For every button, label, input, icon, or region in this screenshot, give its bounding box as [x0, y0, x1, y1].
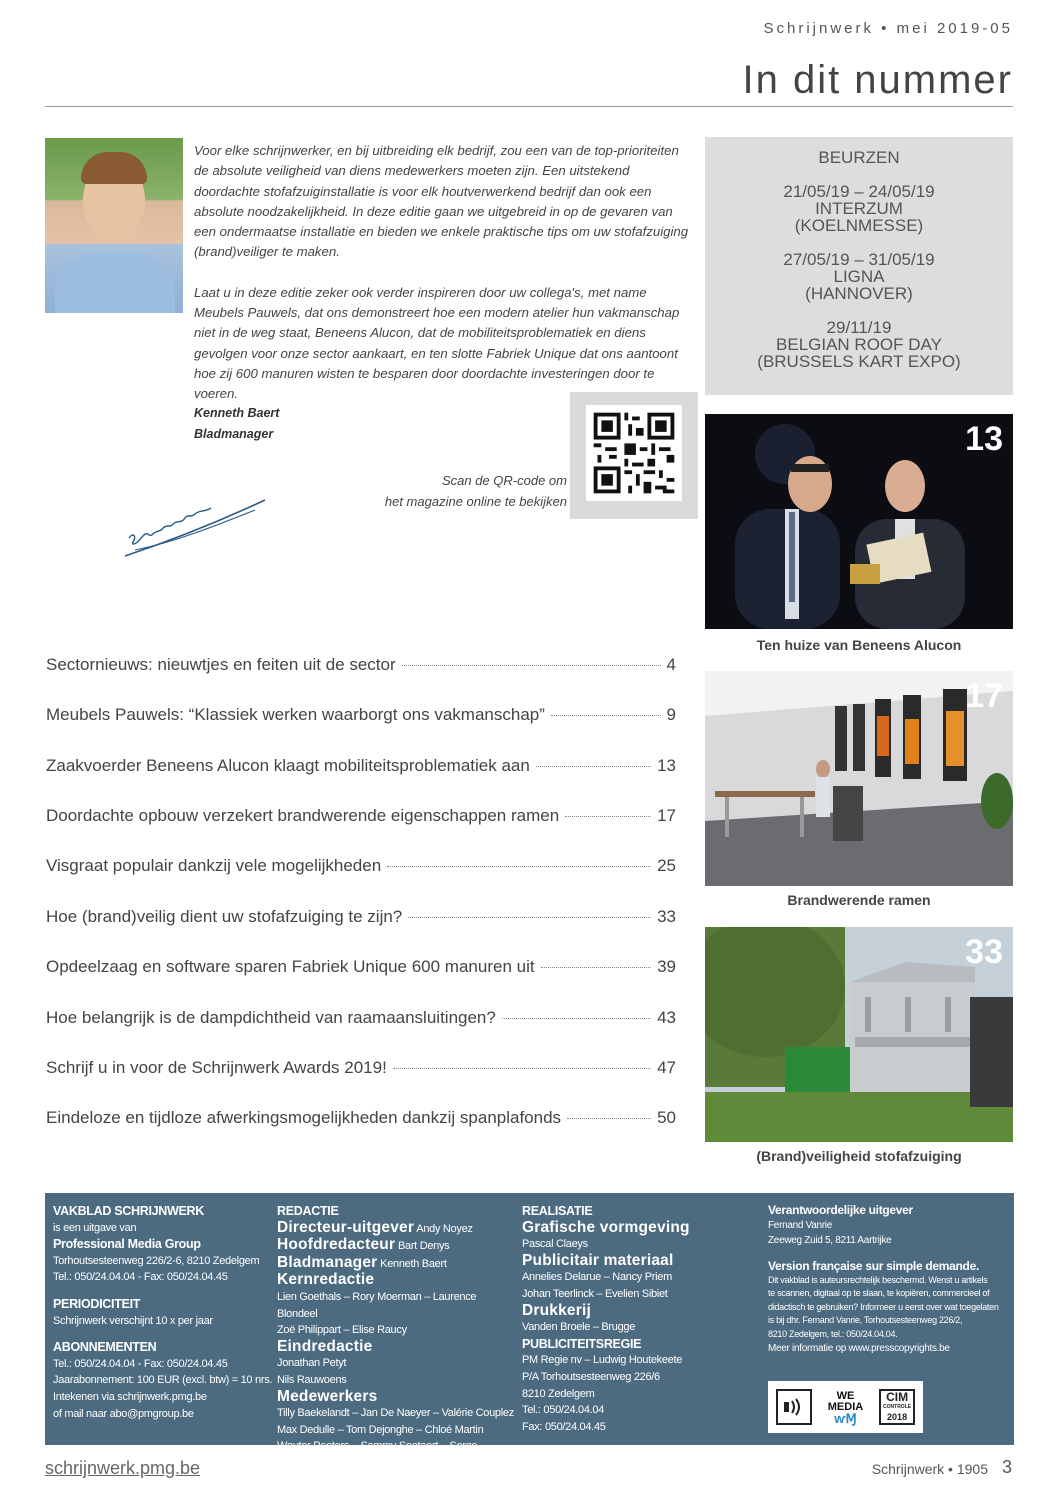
colophon-line: 8210 Zedelgem, tel.: 050/24.04.04. [768, 1328, 898, 1339]
feature-caption: Brandwerende ramen [787, 892, 931, 908]
feature-caption: (Brand)veiligheid stofafzuiging [756, 1148, 962, 1164]
toc-page: 33 [657, 907, 676, 926]
colophon-publisher [53, 1203, 273, 1422]
editorial-paragraph-2: Laat u in deze editie zeker ook verder inspireren door uw collega's, met name Meubels Pauwels, dat ons demonstreert hoe een modern atelier hun vakmanschap niet in de weg staat, Beneens Alucon, dat de mobiliteitsproblematiek en diens gevolgen voor onze sector aankaart, en ten slotte Fabriek Unique dat ons aantoont hoe zij 600 manuren wisten te besparen door doordachte investeringen door te voeren. [194, 284, 680, 402]
colophon-legal [768, 1203, 1008, 1357]
role-name: Andy Noyez [416, 1222, 473, 1235]
feature-page-number: 13 [965, 420, 1003, 458]
toc-entry[interactable] [46, 1058, 676, 1078]
page-number: 3 [1001, 1457, 1012, 1477]
role-label: Kernredactie [277, 1271, 375, 1289]
logo-strip [768, 1381, 923, 1433]
toc-title: Visgraat populair dankzij vele mogelijkheden [46, 856, 382, 875]
toc-leader [502, 1018, 651, 1019]
colophon-line: Zoë Philippart – Elise Raucy [277, 1324, 407, 1337]
page-title: In dit nummer [742, 58, 1013, 102]
colophon-line: Pascal Claeys [522, 1238, 588, 1251]
toc-page: 50 [657, 1108, 676, 1127]
colophon-line: Tel.: 050/24.04.04 - Fax: 050/24.04.45 [53, 1357, 228, 1370]
colophon-line: te scannen, digitaal op te slaan, te kopiëren, commercieel of [768, 1288, 990, 1299]
toc-title: Meubels Pauwels: “Klassiek werken waarborgt ons vakmanschap” [46, 705, 545, 724]
colophon-heading: PUBLICITEITSREGIE [522, 1336, 642, 1351]
toc-leader [541, 967, 652, 968]
colophon-line: Vanden Broele – Brugge [522, 1321, 636, 1334]
toc-entry[interactable] [46, 705, 676, 725]
colophon-line: PM Regie nv – Ludwig Houtekeete [522, 1354, 683, 1367]
author-name: Kenneth Baert [194, 406, 280, 420]
title-divider [45, 106, 1013, 107]
fair-dates: 29/11/19 [826, 318, 892, 337]
qr-caption-line-2: het magazine online te bekijken [384, 494, 567, 509]
fairs-box [705, 137, 1013, 395]
feature-image-33[interactable] [705, 927, 1013, 1142]
toc-entry[interactable] [46, 907, 676, 927]
colophon-line: Wouter Peeters – Sammy Soetaert – Serge Vandenplas [277, 1440, 478, 1469]
fair-name: INTERZUM [815, 199, 903, 218]
toc-entry[interactable] [46, 655, 676, 675]
colophon-line: Tel.: 050/24.04.04 [522, 1404, 605, 1417]
role-label: Hoofdredacteur [277, 1236, 396, 1254]
toc-page: 25 [657, 856, 676, 875]
colophon-heading: VAKBLAD SCHRIJNWERK [53, 1204, 205, 1218]
colophon-line: Jaarabonnement: 100 EUR (excl. btw) = 10 nrs. [53, 1374, 273, 1387]
editorial-signoff [194, 403, 279, 444]
colophon-line: Max Dedulle – Tom Dejonghe – Chloé Martin [277, 1423, 484, 1436]
qr-caption [370, 470, 567, 512]
colophon-line: Fax: 050/24.04.45 [522, 1420, 606, 1433]
toc-leader [387, 866, 651, 867]
colophon-line: Annelies Delarue – Nancy Priem [522, 1271, 672, 1284]
toc-entry[interactable] [46, 806, 676, 826]
toc-page: 17 [657, 806, 676, 825]
toc-title: Hoe (brand)veilig dient uw stofafzuiging te zijn? [46, 907, 403, 926]
toc-entry[interactable] [46, 1108, 676, 1128]
colophon-line: Johan Teerlinck – Evelien Sibiet [522, 1287, 668, 1300]
toc-page: 47 [657, 1058, 676, 1077]
toc-leader [551, 715, 661, 716]
colophon-line: Schrijnwerk verschijnt 10 x per jaar [53, 1314, 213, 1327]
colophon-heading: Verantwoordelijke uitgever [768, 1203, 913, 1217]
editorial-paragraph-1: Voor elke schrijnwerker, en bij uitbreiding elk bedrijf, zou een van de top-prioriteiten de absolute veiligheid van diens medewerkers moeten zijn. Een uitstekend doordachte stofafzuiginstallatie is voor elk houtverwerkend bedrijf dan ook een absolute noodzakelijkheid. In deze editie gaan we uitgebreid in op de gevaren van een ondermaatse installatie en bieden we enkele praktische tips om uw stofafzuiging (brand)veiliger te maken. [194, 143, 689, 260]
feature-caption: Ten huize van Beneens Alucon [756, 637, 962, 653]
fair-place: (HANNOVER) [805, 284, 913, 303]
role-name: Bart Denys [397, 1240, 450, 1253]
role-label: Drukkerij [522, 1301, 591, 1319]
role-label: Eindredactie [277, 1337, 373, 1355]
toc-leader [567, 1118, 651, 1119]
colophon-heading: REDACTIE [277, 1204, 339, 1218]
colophon-line: Dit vakblad is auteursrechtelijk beschermd. Wenst u artikels [768, 1274, 988, 1285]
colophon-line: Fernand Vanrie [768, 1220, 832, 1232]
feature-image-13[interactable] [705, 414, 1013, 629]
role-label: Medewerkers [277, 1387, 378, 1405]
editorial-text [194, 141, 694, 425]
feature-page-number: 33 [965, 933, 1003, 971]
toc-leader [402, 665, 661, 666]
toc-title: Hoe belangrijk is de dampdichtheid van raamaansluitingen? [46, 1008, 496, 1027]
qr-code[interactable] [586, 405, 682, 501]
qr-caption-line-1: Scan de QR-code om [441, 473, 567, 488]
role-label: Directeur-uitgever [277, 1218, 415, 1236]
toc-entry[interactable] [46, 957, 676, 977]
colophon-line: didactisch te gebruiken? Informeer u eerst over wat toegelaten [768, 1301, 999, 1312]
toc-page: 13 [657, 756, 676, 775]
toc-title: Opdeelzaag en software sparen Fabriek Unique 600 manuren uit [46, 957, 535, 976]
colophon-line: Torhoutsesteenweg 226/2-6, 8210 Zedelgem [53, 1254, 260, 1267]
toc-leader [393, 1068, 651, 1069]
toc-page: 4 [666, 655, 676, 674]
fair-name: LIGNA [833, 267, 885, 286]
toc-title: Schrijf u in voor de Schrijnwerk Awards 2019! [46, 1058, 387, 1077]
cim-logo: CIM CONTROLE 2018 [879, 1389, 915, 1425]
toc-leader [536, 766, 651, 767]
toc-page: 39 [657, 957, 676, 976]
role-label: Grafische vormgeving [522, 1218, 690, 1236]
running-head: Schrijnwerk • mei 2019-05 [763, 20, 1013, 37]
author-role: Bladmanager [194, 426, 274, 441]
toc-title: Doordachte opbouw verzekert brandwerende eigenschappen ramen [46, 806, 560, 825]
toc-page: 43 [657, 1008, 676, 1027]
colophon-line: P/A Torhoutsesteenweg 226/6 [522, 1370, 660, 1383]
fair-dates: 21/05/19 – 24/05/19 [783, 182, 935, 201]
toc-title: Sectornieuws: nieuwtjes en feiten uit de sector [46, 655, 396, 674]
colophon-heading: REALISATIE [522, 1204, 593, 1218]
colophon-line: Meer informatie op www.presscopyrights.be [768, 1343, 950, 1355]
role-label: Publicitair materiaal [522, 1251, 674, 1269]
fair-place: (BRUSSELS KART EXPO) [757, 352, 961, 371]
toc-page: 9 [666, 705, 676, 724]
toc-entry[interactable] [46, 856, 676, 876]
colophon-line: Tel.: 050/24.04.04 - Fax: 050/24.04.45 [53, 1271, 228, 1284]
toc-leader [565, 816, 651, 817]
qr-code-panel[interactable] [570, 392, 698, 519]
publisher-name: Professional Media Group [53, 1237, 201, 1252]
feature-page-number: 17 [965, 677, 1003, 715]
colophon-editorial [277, 1203, 517, 1472]
fair-place: (KOELNMESSE) [794, 216, 924, 235]
colophon-line: Jonathan Petyt [277, 1357, 347, 1370]
colophon-line: is bij dhr. Fernand Vanrie, Torhoutsesteenweg 226/2, [768, 1315, 963, 1326]
toc-entry[interactable] [46, 1008, 676, 1028]
colophon-heading: ABONNEMENTEN [53, 1340, 157, 1355]
colophon-line: is een uitgave van [53, 1221, 137, 1234]
colophon-production [522, 1203, 752, 1435]
feature-image-17[interactable] [705, 671, 1013, 886]
copyright-scan-logo [776, 1389, 812, 1425]
role-label: Bladmanager [277, 1253, 378, 1271]
colophon-line: 8210 Zedelgem [522, 1387, 595, 1400]
colophon-heading: PERIODICITEIT [53, 1296, 141, 1311]
role-name: Kenneth Baert [380, 1257, 447, 1270]
colophon-line: Intekenen via schrijnwerk.pmg.be [53, 1390, 207, 1403]
handwritten-signature [115, 488, 275, 563]
toc-entry[interactable] [46, 756, 676, 776]
fair-name: BELGIAN ROOF DAY [776, 335, 942, 354]
colophon-line: of mail naar abo@pmgroup.be [53, 1407, 194, 1420]
fair-item [705, 319, 1013, 370]
fair-dates: 27/05/19 – 31/05/19 [783, 250, 935, 269]
we-media-logo: WE MEDIA ⱳⱮ [827, 1389, 864, 1426]
toc-leader [408, 917, 651, 918]
footer-website-link[interactable]: schrijnwerk.pmg.be [45, 1458, 201, 1478]
toc-title: Zaakvoerder Beneens Alucon klaagt mobiliteitsproblematiek aan [46, 756, 530, 775]
colophon-line: Zeeweg Zuid 5, 8211 Aartrijke [768, 1235, 892, 1247]
fair-item [705, 183, 1013, 234]
colophon-heading: Version française sur simple demande. [768, 1258, 979, 1273]
footer-issue: Schrijnwerk • 1905 [871, 1461, 988, 1477]
colophon-line: Nils Rauwoens [277, 1373, 347, 1386]
colophon-line: Lien Goethals – Rory Moerman – Laurence Blondeel [277, 1290, 477, 1320]
fairs-heading: BEURZEN [818, 148, 900, 167]
editor-photo [45, 138, 183, 313]
fair-item [705, 251, 1013, 302]
toc-title: Eindeloze en tijdloze afwerkingsmogelijkheden dankzij spanplafonds [46, 1108, 562, 1127]
colophon-line: Tilly Baekelandt – Jan De Naeyer – Valérie Couplez [277, 1407, 514, 1420]
